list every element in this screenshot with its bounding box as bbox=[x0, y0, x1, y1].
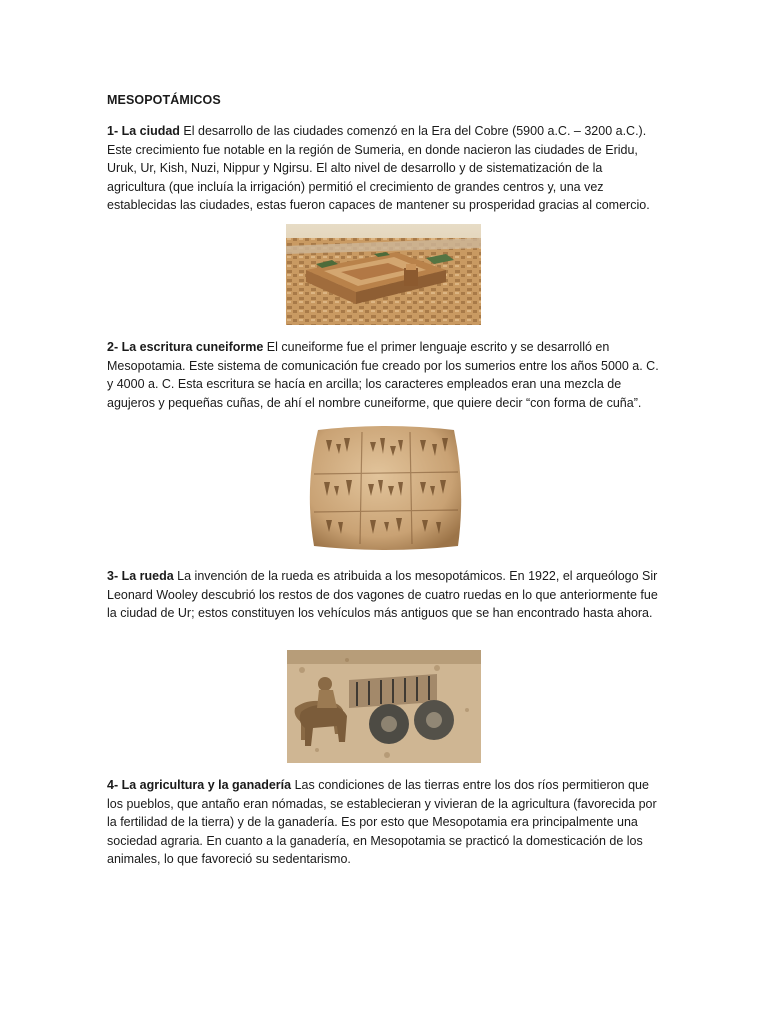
section-heading: 4- La agricultura y la ganadería bbox=[107, 778, 292, 792]
section-text: El cuneiforme fue el primer lenguaje escrito y se desarrolló en Mesopotamia. Este sistema de comunicación fue creado por los sumerios entre los años 5000 a. C. y 4000 a. C. Esta escritura se hacía en arcilla; los caracteres empleados eran una mezcla de agujeros y pequeñas cuñas, de ahí el nombre cuneiforme, que quiere decir “con forma de cuña”. bbox=[107, 340, 659, 410]
section-writing bbox=[107, 338, 663, 412]
section-heading: 3- La rueda bbox=[107, 569, 174, 583]
chariot-relief bbox=[287, 650, 481, 763]
section-text: La invención de la rueda es atribuida a los mesopotámicos. En 1922, el arqueólogo Sir Leonard Wooley descubrió los restos de dos vagones de cuatro ruedas en lo que anteriormente fue la ciudad de Ur; estos constituyen los vehículos más antiguos que se han encontrado hasta ahora. bbox=[107, 569, 658, 620]
section-city bbox=[107, 122, 663, 215]
page-title: MESOPOTÁMICOS bbox=[107, 93, 221, 107]
section-agriculture bbox=[107, 776, 663, 869]
section-heading: 2- La escritura cuneiforme bbox=[107, 340, 264, 354]
ancient-city-illustration bbox=[286, 224, 481, 325]
section-text: Las condiciones de las tierras entre los dos ríos permitieron que los pueblos, que antaño eran nómadas, se establecieran y vivieran de la agricultura (favorecida por la fertilidad de la tierra) y de la ganadería. Es por esto que Mesopotamia era principalmente una sociedad agraria. En cuanto a la ganadería, en Mesopotamia se practicó la domesticación de los animales, lo que favoreció su sedentarismo. bbox=[107, 778, 657, 866]
section-heading: 1- La ciudad bbox=[107, 124, 180, 138]
section-text: El desarrollo de las ciudades comenzó en la Era del Cobre (5900 a.C. – 3200 a.C.). Este crecimiento fue notable en la región de Sumeria, en donde nacieron las ciudades de Eridu, Uruk, Ur, Kish, Nuzi, Nippur y Ngirsu. El alto nivel de desarrollo y de sistematización de la agricultura (que incluía la irrigación) permitió el crecimiento de grandes centros y, una vez establecidas las ciudades, estas fueron capaces de mantener su prosperidad gracias al comercio. bbox=[107, 124, 650, 212]
cuneiform-tablet bbox=[304, 424, 466, 552]
section-wheel bbox=[107, 567, 663, 623]
